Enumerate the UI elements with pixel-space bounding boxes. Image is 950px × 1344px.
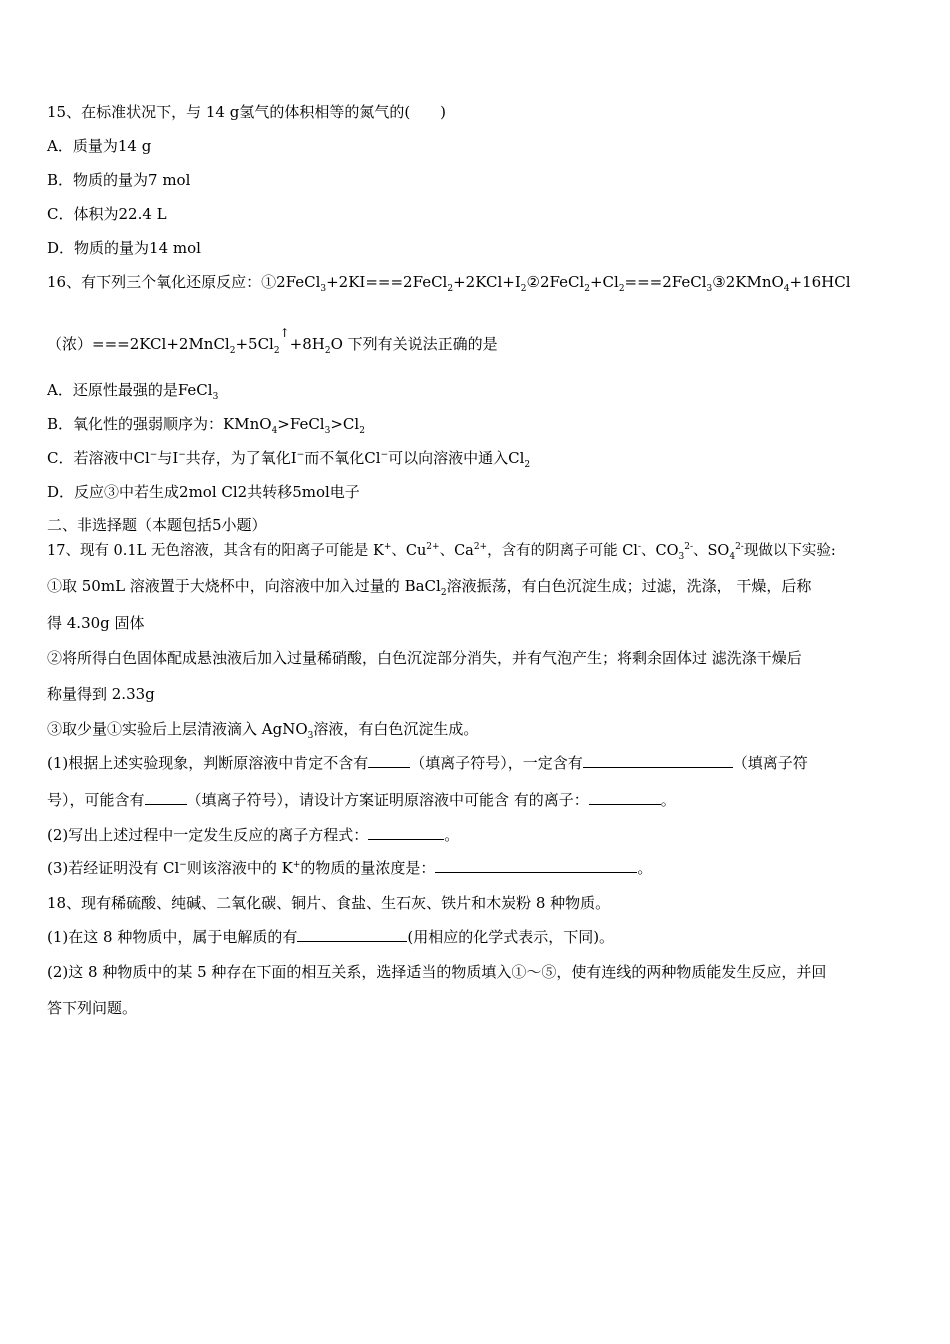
superscript: −	[179, 860, 187, 870]
text: 16、有下列三个氧化还原反应：①2FeCl	[47, 273, 321, 291]
subscript: 4	[783, 284, 790, 294]
subscript: 2	[229, 346, 236, 356]
text: (2)写出上述过程中一定发生反应的离子方程式：	[47, 826, 369, 844]
subscript: 4	[729, 551, 736, 562]
subscript: 3	[212, 392, 219, 402]
superscript: −	[296, 450, 305, 460]
text: >FeCl	[277, 415, 325, 433]
answer-blank[interactable]	[297, 927, 407, 942]
text: 共存，为了氧化I	[185, 449, 297, 467]
subscript: 2	[273, 346, 280, 356]
text: ①取 50mL 溶液置于大烧杯中，向溶液中加入过量的 BaCl	[47, 577, 441, 595]
text: (1)根据上述实验现象，判断原溶液中肯定不含有	[47, 754, 369, 772]
q17-part1-cont	[47, 790, 676, 810]
subscript: 4	[271, 426, 278, 436]
subscript: 2	[359, 426, 365, 436]
text: +2KI===2FeCl	[326, 273, 448, 291]
superscript: −	[149, 450, 158, 460]
superscript: 2+	[426, 542, 440, 553]
answer-blank[interactable]	[583, 753, 733, 768]
text: （填离子符号），请设计方案证明原溶液中可能含 有的离子：	[186, 791, 589, 809]
superscript: 2-	[684, 542, 693, 553]
subscript: 2	[440, 588, 447, 598]
subscript: 3	[706, 284, 713, 294]
text: 现做以下实验:	[743, 543, 836, 559]
q17-intro	[47, 541, 836, 561]
q17-part3	[47, 858, 652, 878]
text: C．若溶液中Cl	[47, 449, 150, 467]
q16-option-b	[47, 414, 365, 434]
q18-intro: 18、现有稀硫酸、纯碱、二氧化碳、铜片、食盐、生石灰、铁片和木炭粉 8 种物质。	[47, 894, 611, 912]
subscript: 2	[618, 284, 625, 294]
section-heading: 二、非选择题（本题包括5小题）	[47, 516, 267, 534]
subscript: 2	[524, 460, 531, 470]
text: 、SO	[693, 543, 730, 559]
text: +8H	[289, 335, 325, 353]
text: 、Ca	[439, 543, 474, 559]
subscript: 2	[520, 284, 527, 294]
superscript: -	[637, 542, 641, 553]
text: B．氧化性的强弱顺序为：KMnO	[47, 415, 272, 433]
subscript: 3	[320, 284, 327, 294]
gas-arrow-icon: ↑	[279, 326, 290, 340]
q17-step2: ②将所得白色固体配成悬浊液后加入过量稀硝酸，白色沉淀部分消失，并有气泡产生；将剩余固体过 滤洗涤干燥后	[47, 649, 802, 667]
q17-step1-cont: 得 4.30g 固体	[47, 614, 145, 632]
text: （填离子符号），一定含有	[410, 754, 583, 772]
text: ②2FeCl	[526, 273, 585, 291]
text: 、CO	[641, 543, 679, 559]
q18-part2: (2)这 8 种物质中的某 5 种存在下面的相互关系，选择适当的物质填入①～⑤，使有连线的两种物质能发生反应，并回	[47, 963, 827, 981]
q17-step2-cont: 称量得到 2.33g	[47, 685, 155, 703]
text: 则该溶液中的 K	[186, 859, 293, 877]
superscript: −	[380, 450, 389, 460]
q17-part1	[47, 753, 808, 773]
text: 可以向溶液中通入Cl	[388, 449, 525, 467]
text: 。	[444, 826, 460, 844]
superscript: 2+	[473, 542, 488, 553]
text: +5Cl	[235, 335, 274, 353]
text: ，含有的阴离子可能 Cl	[487, 543, 638, 559]
text: （填离子符	[732, 754, 808, 772]
q15-option-a: A．质量为14 g	[47, 137, 152, 155]
text: 、Cu	[391, 543, 427, 559]
q15-option-d: D．物质的量为14 mol	[47, 239, 201, 257]
text: ③2KMnO	[712, 273, 784, 291]
text: 号），可能含有	[47, 791, 145, 809]
superscript: 2-	[735, 542, 744, 553]
q17-step3	[47, 719, 478, 739]
answer-blank[interactable]	[368, 753, 410, 768]
q15-option-b: B．物质的量为7 mol	[47, 171, 191, 189]
text: （浓）===2KCl+2MnCl	[47, 335, 230, 353]
answer-blank[interactable]	[368, 825, 444, 840]
q18-part1	[47, 927, 614, 947]
subscript: 3	[678, 551, 685, 562]
superscript: +	[292, 860, 301, 870]
text: (1)在这 8 种物质中，属于电解质的有	[47, 928, 298, 946]
subscript: 3	[324, 426, 331, 436]
text: 17、现有 0.1L 无色溶液，其含有的阳离子可能是 K	[47, 543, 384, 559]
subscript: 2	[447, 284, 454, 294]
answer-blank[interactable]	[435, 858, 637, 873]
text: +2KCl+I	[453, 273, 521, 291]
answer-blank[interactable]	[145, 790, 187, 805]
text: 。	[637, 859, 653, 877]
q18-part2-cont: 答下列问题。	[47, 999, 138, 1017]
q16-stem	[47, 272, 851, 292]
text: (用相应的化学式表示，下同)。	[407, 928, 615, 946]
subscript: 2	[584, 284, 590, 294]
text: 与I	[157, 449, 179, 467]
text: +Cl	[589, 273, 619, 291]
text: A．还原性最强的是FeCl	[47, 381, 213, 399]
q16-stem-line2	[47, 326, 498, 356]
q16-option-a	[47, 380, 218, 400]
q17-step1	[47, 576, 811, 596]
q15-stem: 15、在标准状况下，与 14 g氢气的体积相等的氮气的( )	[47, 103, 447, 121]
answer-blank[interactable]	[589, 790, 661, 805]
subscript: 2	[324, 346, 331, 356]
q16-option-d: D．反应③中若生成2mol Cl2共转移5mol电子	[47, 483, 360, 501]
text: >Cl	[330, 415, 360, 433]
text: +16HCl	[789, 273, 851, 291]
text: ③取少量①实验后上层清液滴入 AgNO	[47, 720, 308, 738]
text: O 下列有关说法正确的是	[330, 335, 498, 353]
q15-option-c: C．体积为22.4 L	[47, 205, 167, 223]
q16-option-c	[47, 448, 530, 468]
text: 溶液，有白色沉淀生成。	[313, 720, 479, 738]
text: (3)若经证明没有 Cl	[47, 859, 180, 877]
superscript: +	[383, 542, 392, 553]
text: 溶液振荡，有白色沉淀生成；过滤，洗涤， 干燥，后称	[446, 577, 812, 595]
subscript: 3	[307, 731, 314, 741]
text: ===2FeCl	[624, 273, 707, 291]
text: 而不氧化Cl	[304, 449, 381, 467]
text: 。	[660, 791, 676, 809]
text: 的物质的量浓度是：	[300, 859, 436, 877]
q17-part2	[47, 825, 459, 845]
superscript: −	[178, 450, 186, 460]
